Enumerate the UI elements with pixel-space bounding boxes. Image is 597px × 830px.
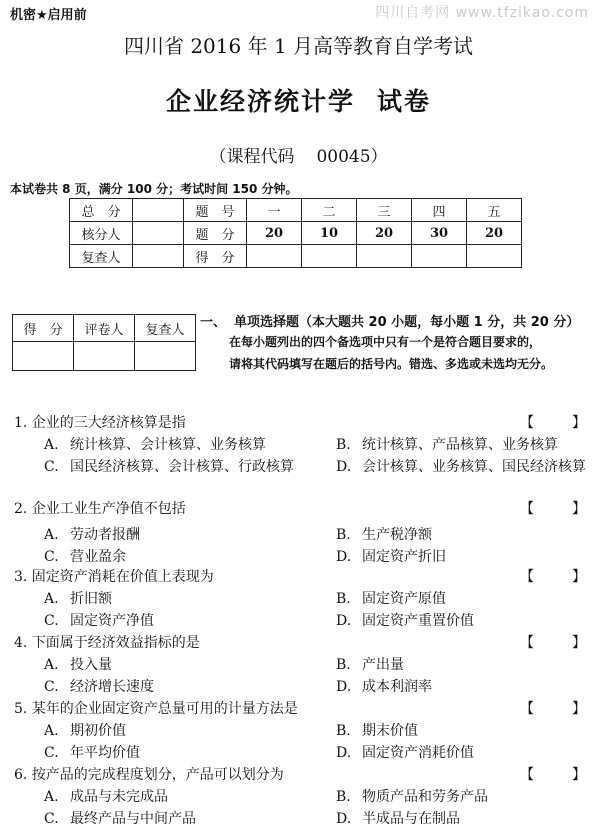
option-a: A. 劳动者报酬 — [44, 527, 140, 543]
option-b: B. 物质产品和劳务产品 — [336, 789, 488, 805]
question-stem: 2. 企业工业生产净值不包括 — [14, 501, 186, 517]
option-c: C. 固定资产净值 — [44, 613, 154, 629]
question-score-label: 题 分 — [184, 222, 247, 245]
section-score: 10 — [302, 222, 357, 245]
watermark: 四川自考网 www.tfzikao.com — [375, 5, 589, 21]
section-number: 二 — [302, 199, 357, 222]
option-b: B. 固定资产原值 — [336, 591, 446, 607]
option-a: A. 成品与未完成品 — [44, 789, 168, 805]
exam-info: 本试卷共 8 页，满分 100 分；考试时间 150 分钟。 — [10, 182, 298, 196]
paper-name: 企业经济统计学 — [165, 87, 355, 116]
option-a: A. 投入量 — [44, 657, 112, 673]
section-number: 一 — [247, 199, 302, 222]
obtained-score-cell — [412, 245, 467, 268]
obtained-score-label: 得 分 — [184, 245, 247, 268]
paper-title — [0, 82, 597, 118]
course-code-label: （课程代码 — [209, 147, 295, 167]
score-table-row — [70, 199, 522, 222]
option-c: C. 营业盈余 — [44, 549, 126, 565]
score-entry-cell — [13, 342, 74, 371]
option-b: B. 生产税净额 — [336, 527, 432, 543]
grader-header: 评卷人 — [74, 315, 135, 342]
question-item: 2. 企业工业生产净值不包括 【 】 A. 劳动者报酬 B. 生产税净额 C. 营业盈余 D. 固定资产折旧 — [0, 498, 597, 562]
course-code-value: 00045） — [316, 147, 388, 167]
paper-suffix: 试卷 — [377, 87, 432, 116]
option-a: A. 统计核算、会计核算、业务核算 — [44, 437, 266, 453]
option-c: C. 最终产品与中间产品 — [44, 811, 196, 827]
section-number: 五 — [467, 199, 522, 222]
option-d: D. 会计核算、业务核算、国民经济核算 — [336, 459, 586, 475]
grader-table-body — [13, 342, 196, 371]
section-instruction: 在每小题列出的四个备选项中只有一个是符合题目要求的， — [229, 335, 542, 349]
section-score: 20 — [247, 222, 302, 245]
section-title: 单项选择题（本大题共 20 小题，每小题 1 分，共 20 分） — [234, 315, 580, 330]
option-d: D. 成本利润率 — [336, 679, 432, 695]
question-stem: 5. 某年的企业固定资产总量可用的计量方法是 — [14, 701, 298, 717]
question-stem: 3. 固定资产消耗在价值上表现为 — [14, 569, 214, 585]
rechecker-entry-cell — [135, 342, 196, 371]
rechecker-label: 复查人 — [70, 245, 133, 268]
option-b: B. 产出量 — [336, 657, 404, 673]
option-b: B. 统计核算、产品核算、业务核算 — [336, 437, 558, 453]
question-stem: 6. 按产品的完成程度划分，产品可以划分为 — [14, 767, 284, 783]
verifier-label: 核分人 — [70, 222, 133, 245]
question-stem: 4. 下面属于经济效益指标的是 — [14, 635, 200, 651]
rechecker-header: 复查人 — [135, 315, 196, 342]
question-item: 3. 固定资产消耗在价值上表现为 【 】 A. 折旧额 B. 固定资产原值 C. 固定资产净值 D. 固定资产重置价值 — [0, 566, 597, 632]
option-d: D. 半成品与在制品 — [336, 811, 460, 827]
section-score: 20 — [357, 222, 412, 245]
obtained-score-cell — [247, 245, 302, 268]
grader-entry-cell — [74, 342, 135, 371]
question-list — [0, 412, 597, 830]
option-c: C. 年平均价值 — [44, 745, 140, 761]
secrecy-label: 机密★启用前 — [10, 8, 87, 23]
rechecker-cell — [133, 245, 184, 268]
question-stem: 1. 企业的三大经济核算是指 — [14, 415, 186, 431]
section-heading — [200, 311, 579, 330]
option-d: D. 固定资产消耗价值 — [336, 745, 474, 761]
option-b: B. 期末价值 — [336, 723, 418, 739]
exam-title: 四川省 2016 年 1 月高等教育自学考试 — [123, 34, 474, 58]
question-item: 4. 下面属于经济效益指标的是 【 】 A. 投入量 B. 产出量 C. 经济增长速度 D. 成本利润率 — [0, 632, 597, 698]
option-a: A. 折旧额 — [44, 591, 112, 607]
section-number: 三 — [357, 199, 412, 222]
grader-table-header — [13, 315, 196, 342]
section-number: 四 — [412, 199, 467, 222]
question-item: 6. 按产品的完成程度划分，产品可以划分为 【 】 A. 成品与未完成品 B. 物质产品和劳务产品 C. 最终产品与中间产品 D. 半成品与在制品 — [0, 764, 597, 830]
section-instruction: 请将其代码填写在题后的括号内。错选、多选或未选均无分。 — [229, 357, 554, 371]
option-c: C. 经济增长速度 — [44, 679, 154, 695]
section-score: 30 — [412, 222, 467, 245]
score-table-row — [70, 222, 522, 245]
score-table-row — [70, 245, 522, 268]
obtained-score-cell — [302, 245, 357, 268]
course-code — [0, 142, 597, 167]
option-a: A. 期初价值 — [44, 723, 126, 739]
option-c: C. 国民经济核算、会计核算、行政核算 — [44, 459, 294, 475]
score-table — [69, 198, 522, 268]
section-number-label: 一、 — [200, 315, 227, 330]
score-header: 得 分 — [13, 315, 74, 342]
total-score-cell — [133, 199, 184, 222]
grader-table — [12, 314, 196, 371]
question-item: 1. 企业的三大经济核算是指 【 】 A. 统计核算、会计核算、业务核算 B. 统计核算、产品核算、业务核算 C. 国民经济核算、会计核算、行政核算 D. 会计核算、业务核算、国民经济核算 — [0, 412, 597, 498]
obtained-score-cell — [467, 245, 522, 268]
verifier-cell — [133, 222, 184, 245]
question-item: 5. 某年的企业固定资产总量可用的计量方法是 【 】 A. 期初价值 B. 期末价值 C. 年平均价值 D. 固定资产消耗价值 — [0, 698, 597, 764]
option-d: D. 固定资产重置价值 — [336, 613, 474, 629]
total-score-label: 总 分 — [70, 199, 133, 222]
option-d: D. 固定资产折旧 — [336, 549, 446, 565]
section-score: 20 — [467, 222, 522, 245]
question-number-label: 题 号 — [184, 199, 247, 222]
obtained-score-cell — [357, 245, 412, 268]
